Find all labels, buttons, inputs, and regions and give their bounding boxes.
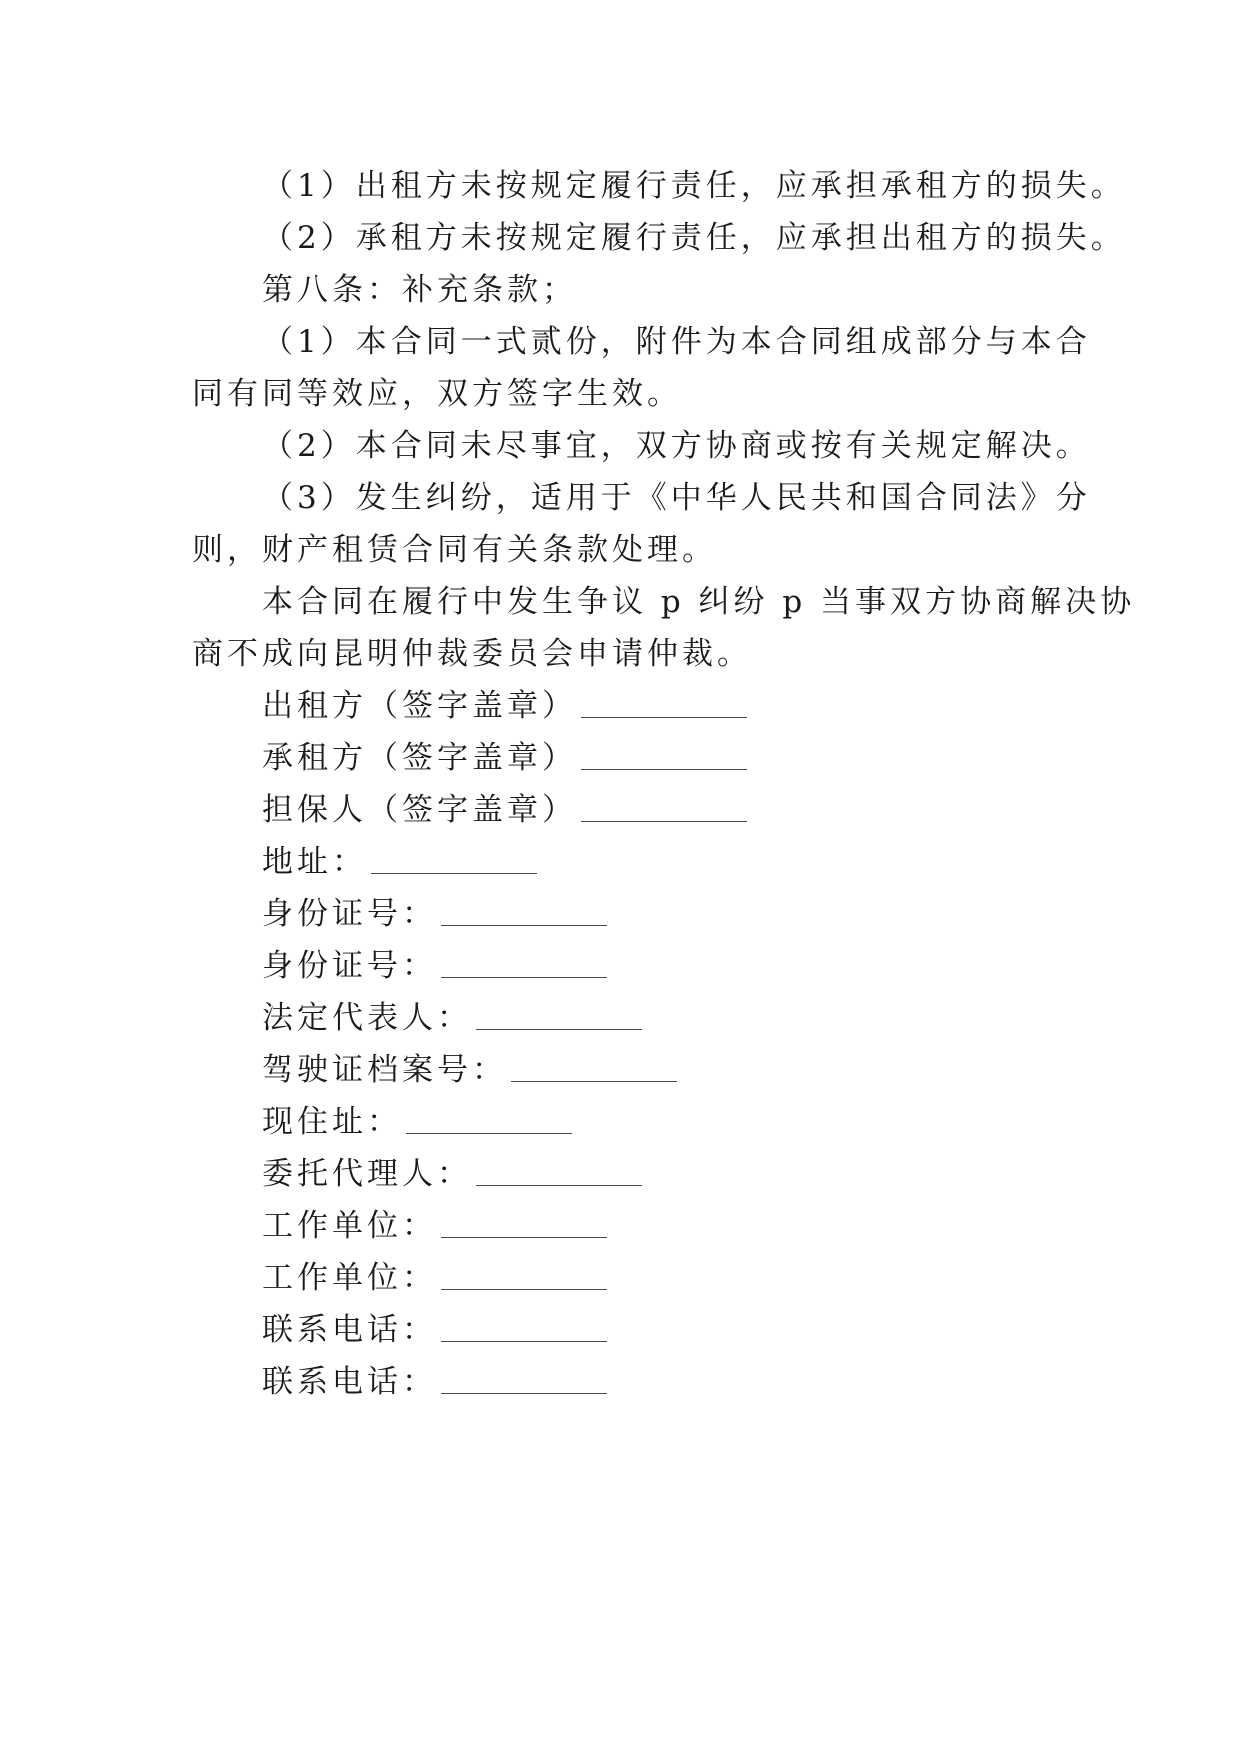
field-blank[interactable]	[441, 975, 607, 978]
field-label: 联系电话：	[262, 1312, 437, 1348]
field-label: 联系电话：	[262, 1364, 437, 1400]
field-blank[interactable]	[476, 1027, 642, 1030]
field-authorized-agent	[262, 1154, 642, 1194]
field-legal-representative	[262, 998, 642, 1038]
field-id-number-2	[262, 946, 607, 986]
field-current-address	[262, 1102, 572, 1142]
field-label: 法定代表人：	[262, 1000, 472, 1036]
field-blank[interactable]	[441, 1391, 607, 1394]
field-phone-1	[262, 1310, 607, 1350]
field-driver-license-file-number	[262, 1050, 677, 1090]
supplement-1-line-1: （1）本合同一式贰份，附件为本合同组成部分与本合	[262, 324, 1091, 360]
field-label: 工作单位：	[262, 1260, 437, 1296]
field-label: 出租方（签字盖章）	[262, 688, 577, 724]
signature-blank[interactable]	[581, 767, 747, 770]
field-blank[interactable]	[441, 1287, 607, 1290]
field-label: 身份证号：	[262, 896, 437, 932]
signature-field-lessee	[262, 738, 747, 778]
field-label: 现住址：	[262, 1104, 402, 1140]
signature-blank[interactable]	[581, 715, 747, 718]
clause-responsibility-lessor: （1）出租方未按规定履行责任，应承担承租方的损失。	[262, 168, 1126, 204]
article-8-heading: 第八条：补充条款；	[262, 272, 577, 308]
signature-blank[interactable]	[581, 819, 747, 822]
field-employer-2	[262, 1258, 607, 1298]
field-id-number-1	[262, 894, 607, 934]
dispute-clause-line-1: 本合同在履行中发生争议 p 纠纷 p 当事双方协商解决协	[262, 584, 1136, 620]
field-blank[interactable]	[511, 1079, 677, 1082]
dispute-clause-line-2: 商不成向昆明仲裁委员会申请仲裁。	[192, 636, 752, 672]
field-phone-2	[262, 1362, 607, 1402]
supplement-3-line-1: （3）发生纠纷，适用于《中华人民共和国合同法》分	[262, 480, 1091, 516]
field-label: 地址：	[262, 844, 367, 880]
clause-responsibility-lessee: （2）承租方未按规定履行责任，应承担出租方的损失。	[262, 220, 1126, 256]
field-blank[interactable]	[441, 1339, 607, 1342]
signature-field-guarantor	[262, 790, 747, 830]
field-employer-1	[262, 1206, 607, 1246]
signature-field-lessor	[262, 686, 747, 726]
field-label: 承租方（签字盖章）	[262, 740, 577, 776]
field-label: 驾驶证档案号：	[262, 1052, 507, 1088]
field-label: 工作单位：	[262, 1208, 437, 1244]
supplement-1-line-2: 同有同等效应，双方签字生效。	[192, 376, 682, 412]
field-blank[interactable]	[441, 1235, 607, 1238]
field-label: 身份证号：	[262, 948, 437, 984]
field-blank[interactable]	[406, 1131, 572, 1134]
field-blank[interactable]	[441, 923, 607, 926]
field-label: 委托代理人：	[262, 1156, 472, 1192]
supplement-2: （2）本合同未尽事宜，双方协商或按有关规定解决。	[262, 428, 1091, 464]
field-address	[262, 842, 537, 882]
field-label: 担保人（签字盖章）	[262, 792, 577, 828]
field-blank[interactable]	[476, 1183, 642, 1186]
supplement-3-line-2: 则，财产租赁合同有关条款处理。	[192, 532, 717, 568]
field-blank[interactable]	[371, 871, 537, 874]
